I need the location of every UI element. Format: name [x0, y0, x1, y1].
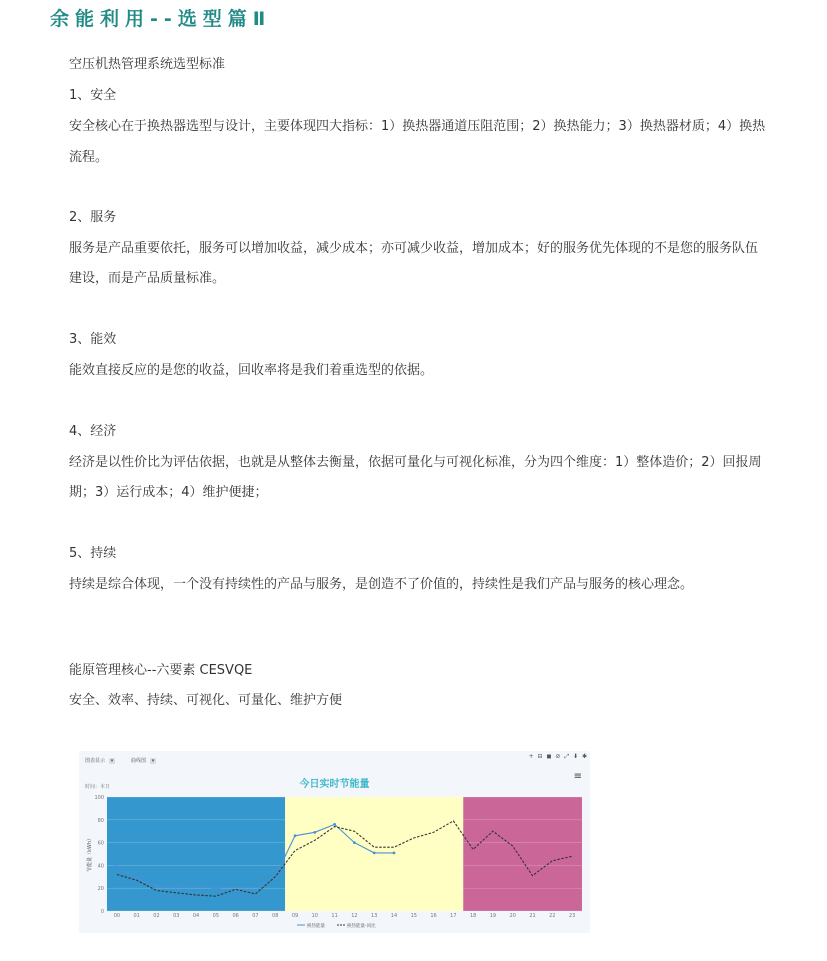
data-point — [195, 885, 198, 888]
chart-toolbar-icons[interactable]: + ⊟ ◼ ⊘ ⤢ ⬇ ✱ — [528, 753, 588, 760]
page-title: 余能利用--选型篇Ⅱ — [50, 8, 272, 30]
data-point — [393, 851, 396, 854]
x-tick-label: 13 — [371, 913, 378, 919]
chart-title: 今日实时节能量 — [299, 779, 370, 790]
section-paragraph: 能效直接反应的是您的收益，回收率将是我们着重选型的依据。 — [69, 363, 434, 378]
data-point — [294, 834, 297, 837]
legend-label: 换热能量-同比 — [347, 924, 376, 929]
data-point — [254, 889, 257, 892]
hamburger-menu-icon[interactable]: ≡ — [573, 771, 582, 782]
section-paragraph: 服务是产品重要依托，服务可以增加收益，减少成本；亦可减少收益，增加成本；好的服务优先体现的不是您的服务队伍 — [69, 241, 759, 256]
intro-text: 空压机热管理系统选型标准 — [69, 57, 226, 72]
data-point — [333, 823, 336, 826]
x-tick-label: 08 — [272, 913, 279, 919]
x-tick-label: 17 — [450, 913, 457, 919]
section-paragraph: 安全核心在于换热器选型与设计，主要体现四大指标：1）换热器通道压阻范围；2）换热能力；3）换热器材质；4）换热 — [69, 119, 766, 134]
section-paragraph: 持续是综合体现，一个没有持续性的产品与服务，是创造不了价值的，持续性是我们产品与服务的核心理念。 — [69, 577, 694, 592]
x-tick-label: 12 — [351, 913, 358, 919]
section-heading: 1、安全 — [69, 88, 117, 103]
y-tick-label: 60 — [97, 840, 104, 847]
data-point — [353, 841, 356, 844]
core-heading: 能原管理核心--六要素 CESVQE — [69, 663, 253, 678]
y-axis-label: 节能量（kWh） — [87, 835, 93, 873]
data-point — [175, 885, 178, 888]
x-tick-label: 02 — [153, 913, 160, 919]
x-tick-label: 04 — [192, 913, 200, 919]
data-point — [373, 851, 376, 854]
x-tick-label: 01 — [133, 913, 140, 919]
section-heading: 4、经济 — [69, 424, 117, 439]
x-tick-label: 20 — [509, 913, 516, 919]
section-heading: 5、持续 — [69, 546, 117, 561]
section-paragraph: 经济是以性价比为评估依据，也就是从整体去衡量，依据可量化与可视化标准，分为四个维度：1）整体造价；2）回报周 — [69, 455, 762, 470]
section-heading: 2、服务 — [69, 210, 117, 225]
x-tick-label: 11 — [331, 913, 338, 919]
data-point — [214, 887, 217, 890]
y-tick-label: 80 — [97, 817, 104, 824]
chart-band — [107, 797, 285, 911]
data-point — [155, 885, 158, 888]
x-tick-label: 06 — [232, 913, 239, 919]
x-tick-label: 09 — [291, 913, 299, 919]
chart-type-select-label: 曲线图 — [131, 758, 147, 764]
section-paragraph: 建设，而是产品质量标准。 — [69, 271, 226, 286]
x-tick-label: 23 — [568, 913, 576, 919]
y-tick-label: 40 — [97, 863, 104, 870]
chart-band — [463, 797, 582, 911]
x-tick-label: 18 — [469, 913, 477, 919]
chevron-down-icon: ▾ — [110, 757, 114, 764]
data-point — [313, 831, 316, 834]
x-tick-label: 21 — [529, 913, 536, 919]
x-tick-label: 22 — [549, 913, 556, 919]
y-tick-label: 20 — [97, 886, 104, 893]
chevron-down-icon: ▾ — [151, 757, 155, 764]
x-tick-label: 14 — [390, 913, 398, 919]
x-tick-label: 19 — [489, 913, 497, 919]
x-tick-label: 15 — [410, 913, 417, 919]
x-tick-label: 10 — [311, 913, 318, 919]
x-tick-label: 00 — [113, 913, 121, 919]
x-tick-label: 03 — [173, 913, 180, 919]
y-tick-label: 0 — [100, 909, 104, 915]
data-point — [115, 864, 118, 867]
y-tick-label: 100 — [94, 795, 104, 801]
section-heading: 3、能效 — [69, 332, 117, 347]
chart-panel — [79, 751, 590, 933]
section-paragraph: 流程。 — [69, 150, 109, 165]
section-paragraph: 期；3）运行成本；4）维护便捷； — [69, 485, 268, 500]
core-elements: 安全、效率、持续、可视化、可量化、维护方便 — [69, 693, 343, 708]
x-tick-label: 07 — [252, 913, 259, 919]
x-tick-label: 16 — [430, 913, 437, 919]
chart-time-label: 时间：本日 — [85, 784, 111, 790]
chart-svg — [79, 751, 590, 933]
legend-label: 换热能量 — [307, 924, 325, 929]
x-tick-label: 05 — [212, 913, 220, 919]
display-select-label: 图表显示 — [85, 758, 106, 764]
